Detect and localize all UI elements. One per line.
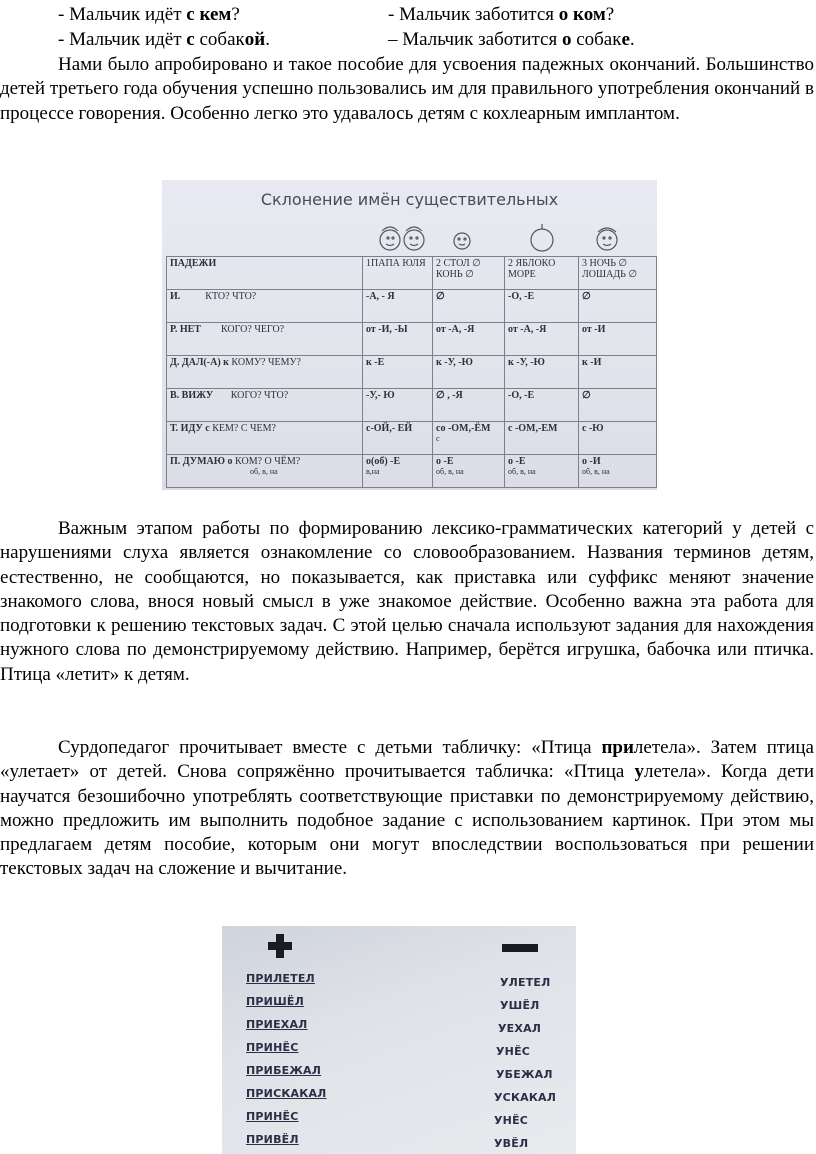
case-cell (167, 422, 363, 455)
prefix-word-right: УЛЕТЕЛ (500, 976, 551, 989)
ending-text: о -И (582, 456, 601, 467)
prefix-word-right: УНЁС (496, 1045, 531, 1058)
example-line-1 (58, 3, 240, 27)
example-text: собак (571, 29, 622, 50)
declension-table (166, 256, 657, 488)
prefix-word-right: УШЁЛ (500, 999, 540, 1012)
example-text: ? (231, 4, 240, 25)
case-name: П. ДУМАЮ о (170, 456, 233, 467)
ending-cell: от -А, -Я (505, 323, 579, 356)
prefix-word-left: ПРИНЁС (246, 1041, 299, 1054)
case-question: КОМУ? ЧЕМУ? (231, 357, 301, 368)
ending-cell: -О, -Е (505, 290, 579, 323)
example-line-3 (58, 28, 270, 52)
ending-cell (363, 455, 433, 488)
paragraph-text: летела». Когда дети научатся безошибочно употреблять соответствующие приставки по демонстрируемому действию, можно предложить им выполнить подобное задание с использованием картинок. При этом мы предлагаем детям пособие, которым они могут впоследствии воспользоваться при решении текстовых задач на сложение и вычитание. (0, 761, 814, 880)
ending-cell: к -У, -Ю (433, 356, 505, 389)
case-question: КОГО? ЧЕГО? (220, 324, 285, 335)
example-text: . (265, 29, 270, 50)
ending-cell: от -А, -Я (433, 323, 505, 356)
ending-cell: к -И (579, 356, 657, 389)
example-text: – Мальчик заботится (388, 29, 562, 50)
prefix-word-right: УСКАКАЛ (494, 1091, 557, 1104)
prep-note: об, в, на (250, 467, 278, 476)
prefix-word-right: УБЕЖАЛ (496, 1068, 553, 1081)
ending-cell: с-ОЙ,- ЕЙ (363, 422, 433, 455)
prefix-word-right: УЕХАЛ (498, 1022, 542, 1035)
ending-text: со -ОМ,-ЁМ (436, 423, 491, 434)
example-text: - Мальчик идёт (58, 4, 187, 25)
table-row (167, 422, 657, 455)
example-bold: с кем (186, 4, 232, 25)
table-row (167, 290, 657, 323)
example-line-2 (388, 3, 614, 27)
prefix-chart-photo (222, 926, 576, 1154)
prefix-word-left: ПРИНЁС (246, 1110, 299, 1123)
case-cell (167, 356, 363, 389)
ending-cell: ∅ (579, 389, 657, 422)
table-header-row (167, 257, 657, 290)
prep-note: об, в, на (436, 467, 464, 476)
case-cell (167, 389, 363, 422)
case-cell (167, 455, 363, 488)
prep-note: об, в, на (582, 467, 610, 476)
example-text: . (629, 29, 635, 50)
example-bold: о (561, 29, 572, 50)
case-question: КОМ? О ЧЁМ? (235, 456, 301, 467)
case-name: Т. ИДУ с (170, 423, 210, 434)
prefix-word-left: ПРИСКАКАЛ (246, 1087, 327, 1100)
case-question: КЕМ? С ЧЕМ? (212, 423, 276, 434)
ending-cell (505, 455, 579, 488)
example-bold: с (186, 29, 195, 50)
prep-note: в,на (366, 467, 380, 476)
example-line-4 (388, 28, 635, 52)
prefix-bold: при (601, 737, 634, 758)
ending-cell: ∅ , -Я (433, 389, 505, 422)
paragraph-1: Нами было апробировано и такое пособие для усвоения падежных окончаний. Большинство детей третьего года обучения успешно пользовались им для правильного употребления окончаний в процессе говорения. Особенно легко это удавалось детям с кохлеарным имплантом. (0, 54, 814, 124)
paragraph-text: Сурдопедагог прочитывает вместе с детьми табличку: «Птица (58, 737, 602, 758)
ending-cell: -У,- Ю (363, 389, 433, 422)
ending-cell: к -Е (363, 356, 433, 389)
ending-cell (579, 455, 657, 488)
prefix-word-right: УВЁЛ (494, 1137, 529, 1150)
case-question: КТО? ЧТО? (205, 291, 257, 302)
header-cell: 3 НОЧЬ ∅ ЛОШАДЬ ∅ (579, 257, 657, 290)
ending-cell: ∅ (433, 290, 505, 323)
minus-icon (502, 944, 538, 952)
ending-cell: ∅ (579, 290, 657, 323)
table-row (167, 323, 657, 356)
paragraph-3 (0, 736, 814, 882)
table-row (167, 389, 657, 422)
header-cell: 2 СТОЛ ∅ КОНЬ ∅ (433, 257, 505, 290)
photo-title: Склонение имён существительных (260, 190, 559, 209)
declension-table-photo (162, 180, 657, 490)
paragraph-2: Важным этапом работы по формированию лексико-грамматических категорий у детей с нарушениями слуха является ознакомление со словообразованием. Названия терминов детям, естественно, не сообщаются, но показывается, как приставка или суффикс меняют значение знакомого слова, внося новый смысл в уже знакомое действие. Особенно важна эта работа для подготовки к решению текстовых задач. С этой целью сначала используют задания для нахождения нужного слова по демонстрируемому действию. Например, берётся игрушка, бабочка или птичка. Птица «летит» к детям. (0, 518, 814, 685)
ending-cell: с -Ю (579, 422, 657, 455)
ending-cell: с -ОМ,-ЕМ (505, 422, 579, 455)
example-bold: ой (244, 29, 266, 50)
ending-cell: к -У, -Ю (505, 356, 579, 389)
table-row (167, 455, 657, 488)
case-cell (167, 290, 363, 323)
case-name: И. (170, 291, 181, 302)
case-name: Р. НЕТ (170, 324, 201, 335)
ending-cell: от -И (579, 323, 657, 356)
prefix-word-left: ПРИЛЕТЕЛ (246, 972, 315, 985)
ending-text: о(об) -Е (366, 456, 401, 467)
faces-drawing-icon (162, 222, 657, 254)
prefix-bold: у (634, 761, 645, 783)
prefix-word-right: УНЁС (494, 1114, 529, 1127)
example-bold: е (621, 29, 630, 50)
ending-cell (433, 422, 505, 455)
case-name: Д. ДАЛ(-А) к (170, 357, 229, 368)
header-cell: 2 ЯБЛОКО МОРЕ (505, 257, 579, 290)
plus-icon (268, 934, 292, 958)
case-question: КОГО? ЧТО? (230, 390, 289, 401)
ending-cell: -О, -Е (505, 389, 579, 422)
ending-cell: от -И, -Ы (363, 323, 433, 356)
prefix-word-left: ПРИВЁЛ (246, 1133, 299, 1146)
ending-cell: -А, - Я (363, 290, 433, 323)
example-text: - Мальчик идёт (58, 29, 187, 50)
case-cell (167, 323, 363, 356)
table-row (167, 356, 657, 389)
header-cell: ПАДЕЖИ (167, 257, 363, 290)
prep-note: об, в, на (508, 467, 536, 476)
case-name: В. ВИЖУ (170, 390, 214, 401)
example-text: собак (194, 29, 245, 50)
prep-note: с (436, 434, 440, 443)
prefix-word-left: ПРИБЕЖАЛ (246, 1064, 322, 1077)
ending-text: о -Е (508, 456, 526, 467)
ending-cell (433, 455, 505, 488)
example-bold: о ком (558, 4, 606, 25)
example-text: - Мальчик заботится (388, 4, 559, 25)
ending-text: о -Е (436, 456, 454, 467)
prefix-word-left: ПРИШЁЛ (246, 995, 304, 1008)
example-text: ? (605, 4, 615, 25)
prefix-word-left: ПРИЕХАЛ (246, 1018, 308, 1031)
paragraph-text: летела». Затем птица «улетает» от детей. Снова сопряжённо прочитывается табличка: «Птица (0, 737, 814, 783)
header-cell: 1ПАПА ЮЛЯ (363, 257, 433, 290)
